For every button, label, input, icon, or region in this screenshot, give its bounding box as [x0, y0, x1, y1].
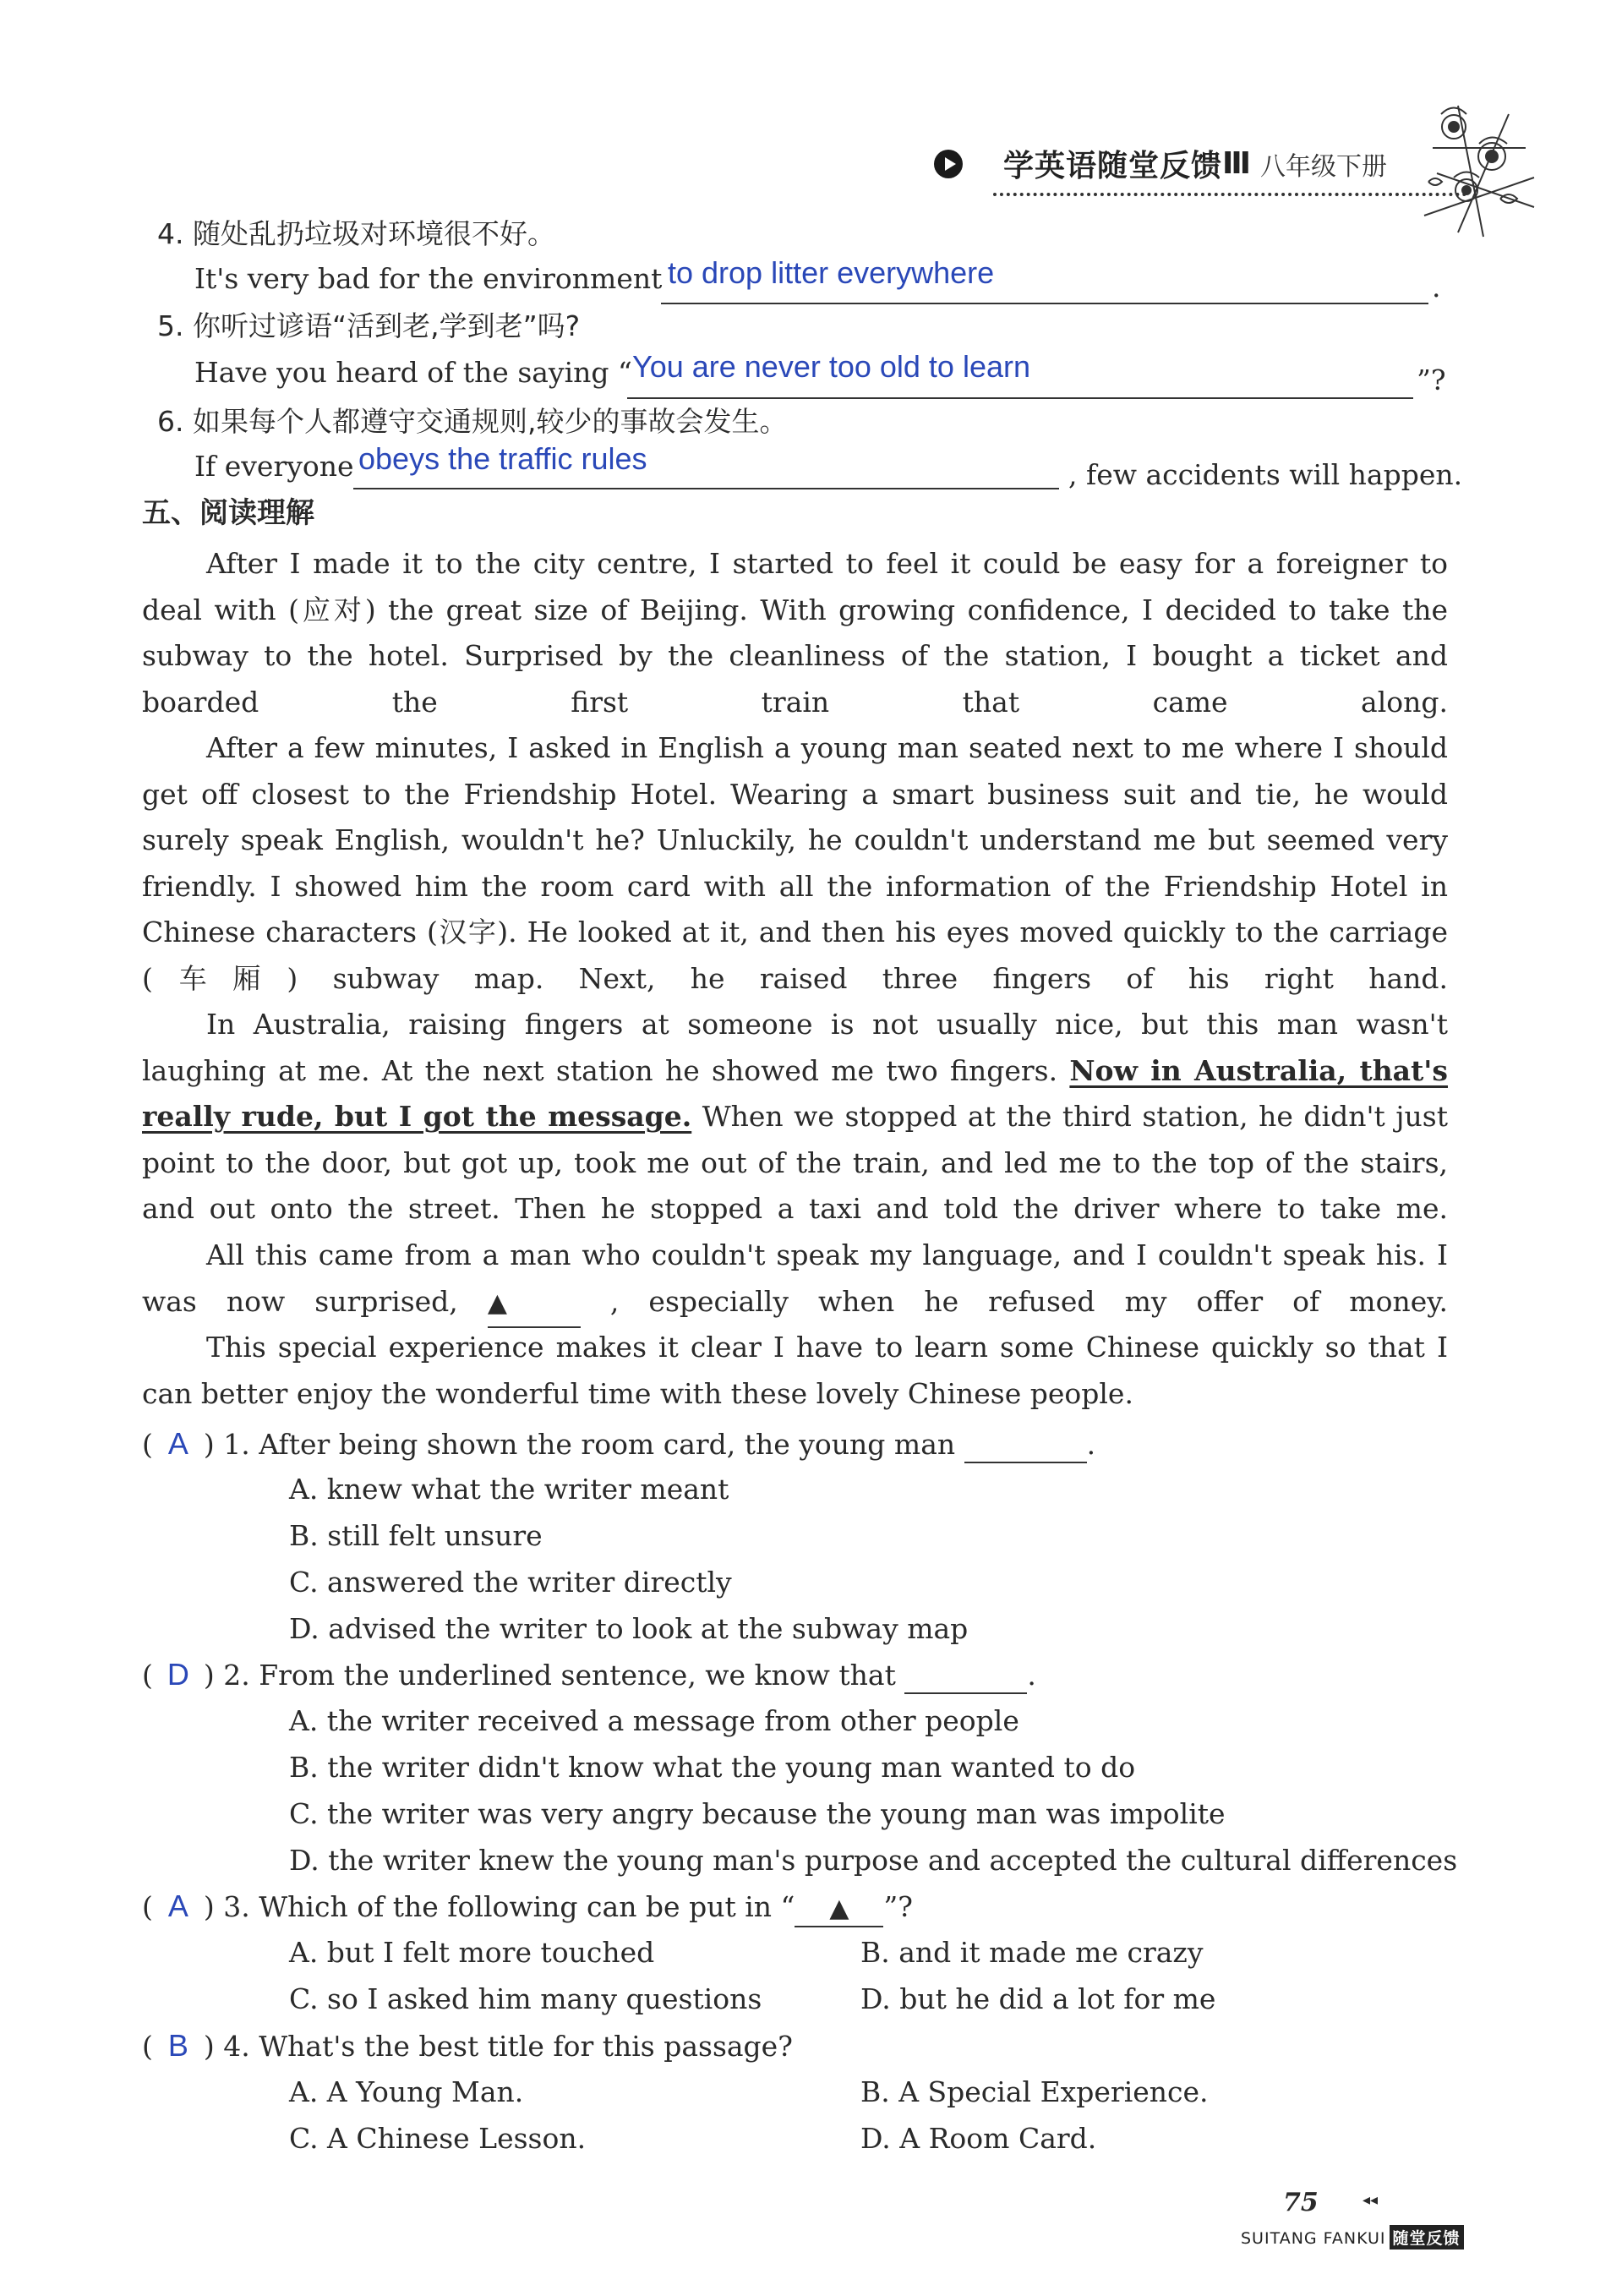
paragraph-text: After a few minutes, I asked in English a young man seated next to me where I should get off closest to the Friendship Hotel. Wearing a smart business suit and tie, he would surely speak English, wouldn't he? Unluckily, he couldn't understand me but seemed very friendly. I showed him the room card with all the information of the Friendship Hotel in Chinese characters (汉字). He looked at it, and then his eyes moved quickly to the carriage (车厢) subway map. Next, he raised three fingers of his right hand. — [142, 731, 1448, 995]
translation-4-english: It's very bad for the environment — [194, 262, 663, 295]
question-4-option-b[interactable]: B. A Special Experience. — [860, 2075, 1209, 2108]
question-stem-end: . — [1027, 1659, 1036, 1692]
passage-paragraph-1 — [142, 541, 1448, 725]
item-number: 5. — [157, 309, 184, 342]
question-1-option-b[interactable]: B. still felt unsure — [289, 1519, 543, 1552]
translation-4-chinese — [157, 217, 555, 251]
question-blank: ▲ — [795, 1892, 883, 1927]
answer-line — [627, 397, 1413, 399]
paragraph-text: When we stopped at the third station, he didn't just point to the door, but got up, took me out of the train, and led me to the top of the stairs, and out onto the street. Then he stopped a taxi and told the driver where to take me. — [142, 1100, 1448, 1225]
question-stem: After being shown the room card, the young man — [259, 1428, 956, 1461]
sentence-end-mark: . — [1432, 271, 1441, 303]
question-1-option-d[interactable]: D. advised the writer to look at the subway map — [289, 1612, 969, 1645]
passage-paragraph-4 — [142, 1233, 1448, 1328]
question-number: 2. — [223, 1659, 250, 1692]
section-title: 五、阅读理解 — [142, 496, 314, 530]
question-2-option-d[interactable]: D. the writer knew the young man's purpose and accepted the cultural differences — [289, 1844, 1458, 1877]
translation-5-english: Have you heard of the saying “ — [194, 356, 632, 389]
question-1-option-a[interactable]: A. knew what the writer meant — [289, 1473, 729, 1506]
question-4-option-d[interactable]: D. A Room Card. — [860, 2122, 1097, 2155]
passage-blank: ▲ — [488, 1281, 581, 1329]
translation-5-answer: You are never too old to learn — [632, 349, 1031, 384]
passage-paragraph-2 — [142, 725, 1448, 1002]
question-3: ( A ) 3. Which of the following can be put in “ ▲ ”? — [142, 1889, 913, 1927]
question-stem: From the underlined sentence, we know that — [259, 1659, 896, 1692]
question-blank — [964, 1428, 1087, 1463]
question-2: ( D ) 2. From the underlined sentence, we know that . — [142, 1658, 1036, 1694]
footer-badge: 随堂反馈 — [1390, 2225, 1464, 2250]
answer-line — [661, 303, 1428, 304]
translation-4-answer: to drop litter everywhere — [668, 255, 995, 290]
passage-paragraph-3 — [142, 1002, 1448, 1233]
book-grade: 八年级下册 — [1260, 151, 1388, 182]
question-1-answer: A — [167, 1426, 188, 1461]
question-3-option-a[interactable]: A. but I felt more touched — [289, 1936, 655, 1969]
question-1-option-c[interactable]: C. answered the writer directly — [289, 1566, 732, 1599]
question-number: 4. — [223, 2030, 250, 2063]
page-header — [934, 142, 1387, 185]
translation-6-answer: obeys the traffic rules — [358, 441, 647, 476]
book-title: 学英语随堂反馈 — [1003, 149, 1223, 183]
underlined-sentence: Now in Australia, that's really rude, but I got the message. — [142, 1053, 1448, 1133]
page-number: 75 — [1283, 2188, 1319, 2217]
question-number: 1. — [223, 1428, 250, 1461]
item-number: 4. — [157, 217, 184, 250]
chinese-sentence: 你听过谚语“活到老,学到老”吗? — [193, 309, 581, 342]
question-2-answer: D — [167, 1657, 189, 1692]
paragraph-text: , especially when he refused my offer of money. — [609, 1284, 1448, 1318]
sentence-end-mark: ”? — [1417, 364, 1446, 396]
passage-paragraph-5 — [142, 1325, 1448, 1417]
question-2-option-a[interactable]: A. the writer received a message from other people — [289, 1704, 1019, 1737]
question-4-answer: B — [167, 2028, 188, 2063]
translation-6-chinese — [157, 405, 788, 439]
answer-line — [353, 488, 1059, 489]
item-number: 6. — [157, 405, 184, 438]
paragraph-text: All this came from a man who couldn't speak my language, and I couldn't speak his. I was now surprised, — [142, 1238, 1448, 1318]
question-3-option-d[interactable]: D. but he did a lot for me — [860, 1982, 1216, 2015]
translation-6-english: If everyone — [194, 450, 354, 483]
question-stem-end: ”? — [883, 1890, 913, 1923]
paragraph-text: After I made it to the city centre, I started to feel it could be easy for a foreigner to deal with (应对) the great size of Beijing. With growing confidence, I decided to take the subway to the hotel. Surprised by the cleanliness of the station, I bought a ticket and boarded the first train that came along. — [142, 547, 1448, 719]
question-3-option-c[interactable]: C. so I asked him many questions — [289, 1982, 762, 2015]
question-4: ( B ) 4. What's the best title for this passage? — [142, 2028, 793, 2063]
sentence-continuation: , few accidents will happen. — [1068, 458, 1463, 491]
chinese-sentence: 如果每个人都遵守交通规则,较少的事故会发生。 — [193, 405, 788, 438]
question-2-option-b[interactable]: B. the writer didn't know what the young man wanted to do — [289, 1751, 1136, 1784]
paragraph-text: This special experience makes it clear I have to learn some Chinese quickly so that I can better enjoy the wonderful time with these lovely Chinese people. — [142, 1331, 1448, 1410]
chinese-sentence: 随处乱扔垃圾对环境很不好。 — [193, 217, 555, 250]
page-arrow-icon: ◂◂ — [1363, 2191, 1379, 2209]
question-blank — [904, 1659, 1027, 1694]
question-stem-end: . — [1086, 1428, 1096, 1461]
footer-brand — [1241, 2225, 1464, 2250]
question-number: 3. — [223, 1890, 250, 1923]
book-volume: Ⅲ — [1222, 146, 1253, 181]
question-4-option-a[interactable]: A. A Young Man. — [289, 2075, 524, 2108]
question-stem: What's the best title for this passage? — [259, 2030, 793, 2063]
header-dotted-rule — [993, 193, 1466, 196]
question-3-option-b[interactable]: B. and it made me crazy — [860, 1936, 1204, 1969]
question-3-answer: A — [167, 1889, 188, 1923]
footer-brand-text: SUITANG FANKUI — [1241, 2229, 1386, 2248]
question-4-option-c[interactable]: C. A Chinese Lesson. — [289, 2122, 587, 2155]
question-1: ( A ) 1. After being shown the room card, the young man . — [142, 1427, 1095, 1463]
flower-decoration-icon — [1407, 97, 1543, 241]
question-2-option-c[interactable]: C. the writer was very angry because the young man was impolite — [289, 1797, 1226, 1830]
question-stem: Which of the following can be put in “ — [259, 1890, 795, 1923]
paragraph-text: In Australia, raising fingers at someone is not usually nice, but this man wasn't laughing at me. At the next station he showed me two fingers. — [142, 1008, 1448, 1087]
translation-5-chinese — [157, 309, 580, 343]
play-icon — [934, 150, 963, 178]
